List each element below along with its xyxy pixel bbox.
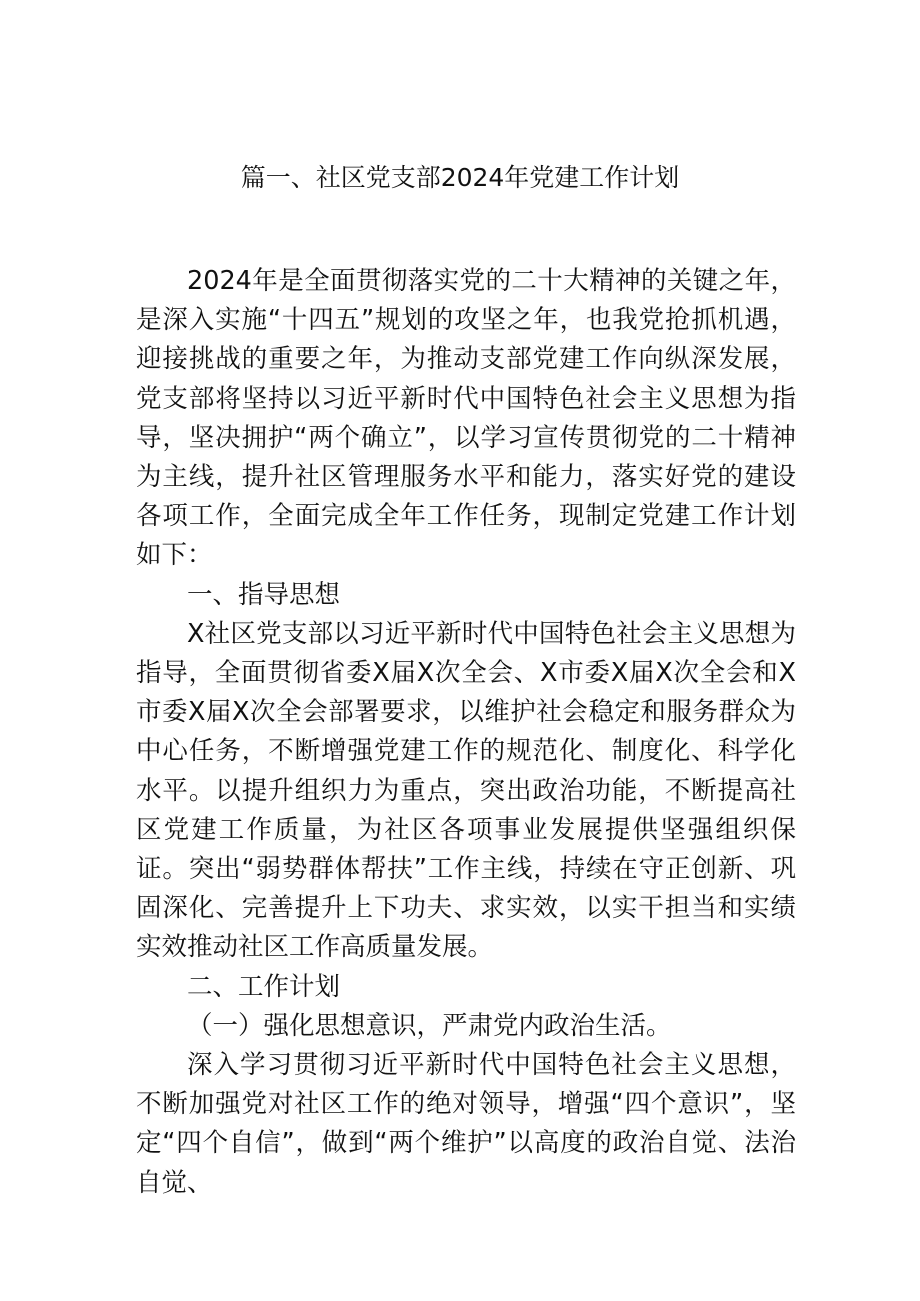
subsection-heading-ideology: （一）强化思想意识，严肃党内政治生活。 — [187, 1010, 672, 1041]
section-heading-guiding-ideology: 一、指导思想 — [187, 579, 341, 610]
intro-paragraph: 2024年是全面贯彻落实党的二十大精神的关键之年，是深入实施“十四五”规划的攻坚之年，也我党抢抓机遇，迎接挑战的重要之年，为推动支部党建工作向纵深发展，党支部将坚持以习近平新时代中国特色社会主义思想为指导，坚决拥护“两个确立”，以学习宣传贯彻党的二十精神为主线，提升社区管理服务水平和能力，落实好党的建设各项工作，全面完成全年工作任务，现制定党建工作计划如下： — [136, 266, 796, 571]
document-body — [136, 262, 796, 1203]
guiding-ideology-paragraph: X社区党支部以习近平新时代中国特色社会主义思想为指导，全面贯彻省委X届X次全会、X市委X届X次全会和X市委X届X次全会部署要求，以维护社会稳定和服务群众为中心任务，不断增强党建工作的规范化、制度化、科学化水平。以提升组织力为重点，突出政治功能，不断提高社区党建工作质量，为社区各项事业发展提供坚强组织保证。突出“弱势群体帮扶”工作主线，持续在守正创新、巩固深化、完善提升上下功夫、求实效，以实干担当和实绩实效推动社区工作高质量发展。 — [136, 618, 796, 963]
subsection-ideology-paragraph: 深入学习贯彻习近平新时代中国特色社会主义思想，不断加强党对社区工作的绝对领导，增强“四个意识”，坚定“四个自信”，做到“两个维护”以高度的政治自觉、法治自觉、 — [136, 1050, 796, 1198]
document-title: 篇一、社区党支部2024年党建工作计划 — [240, 163, 680, 192]
section-heading-work-plan: 二、工作计划 — [187, 971, 341, 1002]
